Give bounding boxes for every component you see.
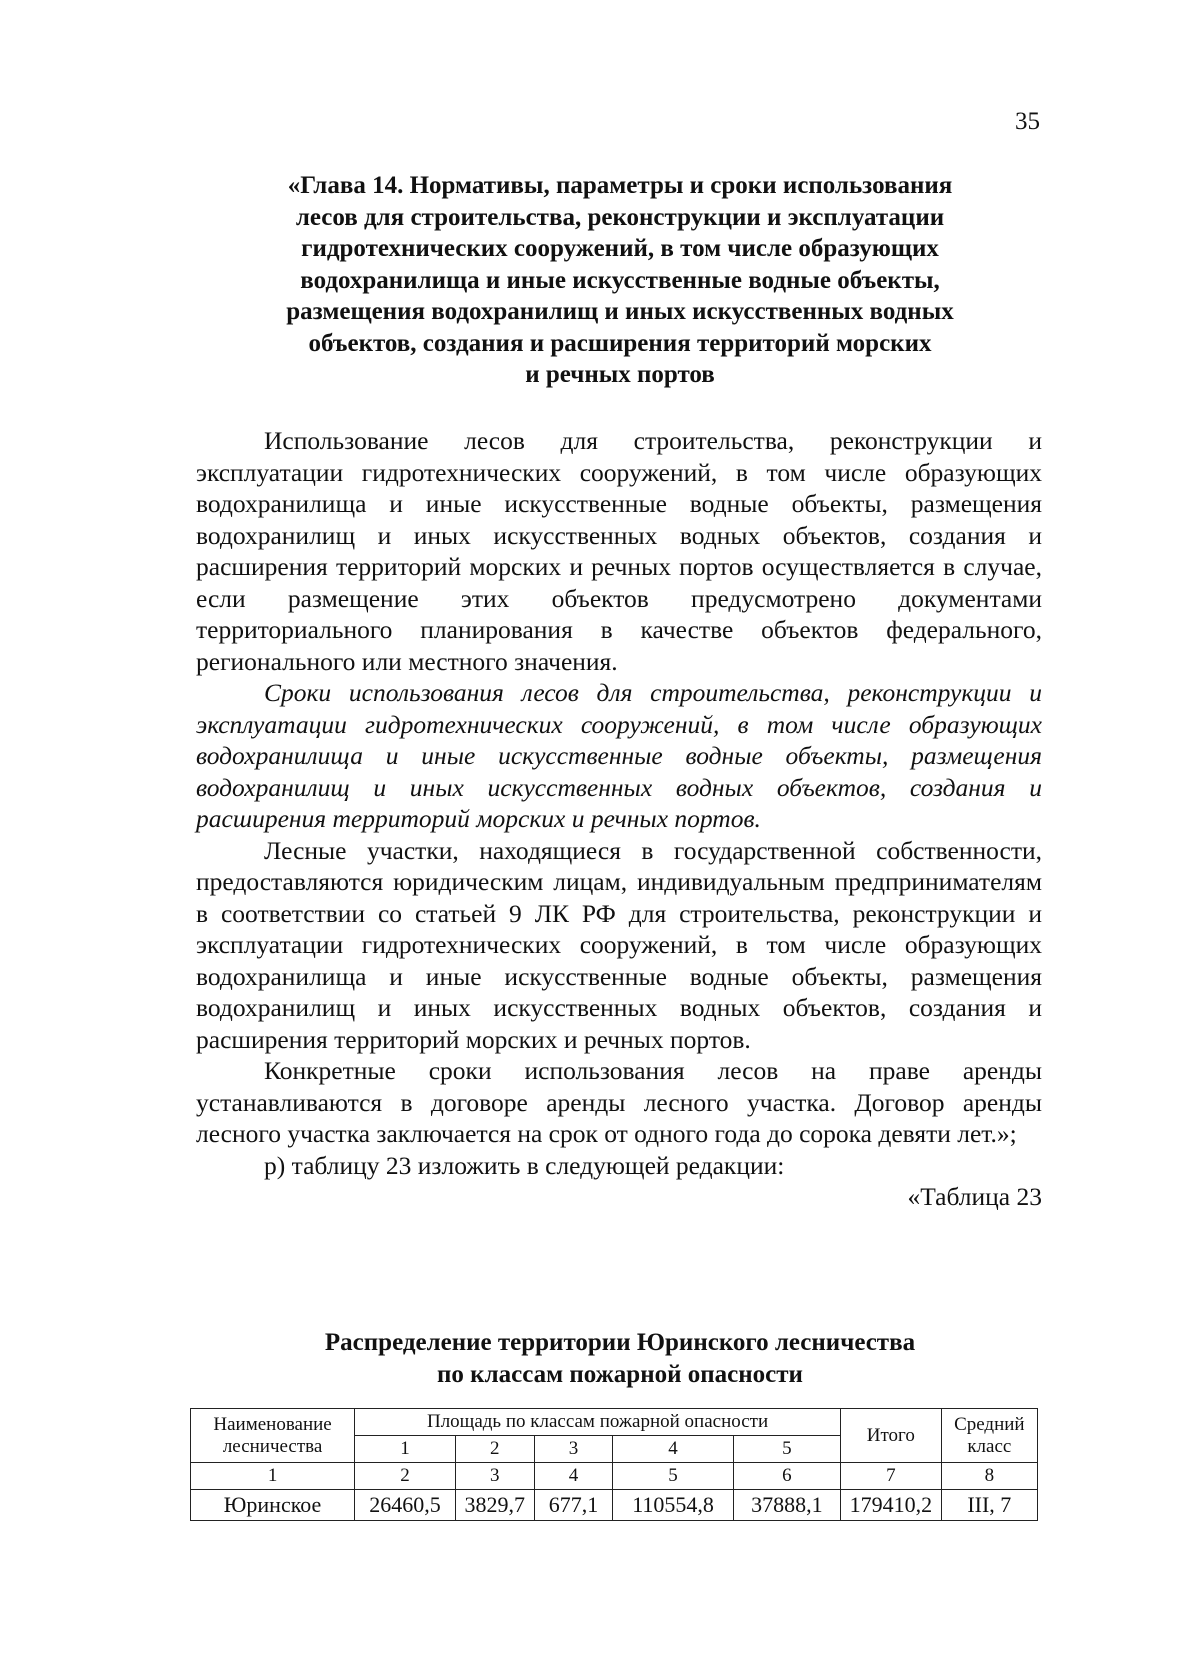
column-number: 3 <box>455 1463 534 1490</box>
header-name-line: Наименование <box>213 1413 332 1435</box>
chapter-title <box>190 170 1050 391</box>
header-class: 3 <box>534 1436 613 1463</box>
header-class: 1 <box>355 1436 456 1463</box>
table-cell: Юринское <box>191 1490 355 1521</box>
table-label: «Таблица 23 <box>907 1182 1042 1211</box>
paragraph: р) таблицу 23 изложить в следующей редакции: <box>264 1150 785 1180</box>
chapter-title-line: «Глава 14. Нормативы, параметры и сроки использования <box>287 172 953 199</box>
header-average-line: Средний <box>954 1413 1025 1435</box>
table-column-numbers-row <box>191 1463 1038 1490</box>
header-average-line: класс <box>967 1435 1012 1457</box>
column-number: 7 <box>840 1463 941 1490</box>
chapter-title-line: размещения водохранилищ и иных искусственных водных <box>286 298 954 325</box>
chapter-title-line: и речных портов <box>525 361 715 388</box>
table-cell: 26460,5 <box>355 1490 456 1521</box>
header-total: Итого <box>840 1409 941 1463</box>
header-class: 4 <box>613 1436 733 1463</box>
table-cell: 179410,2 <box>840 1490 941 1521</box>
table-title-line: Распределение территории Юринского лесничества <box>324 1329 916 1356</box>
header-average-class <box>941 1409 1037 1463</box>
chapter-title-line: водохранилища и иные искусственные водные объекты, <box>300 266 940 294</box>
table-title <box>190 1327 1050 1390</box>
paragraph: Использование лесов для строительства, реконструкции и эксплуатации гидротехнических сооружений, в том числе образующих водохранилища и иные искусственные водные объекты, размещения водохранилищ и иных искусственных водных объектов, создания и расширения территорий морских и речных портов осуществляется в случае, если размещение этих объектов предусмотрено документами территориального планирования в качестве объектов федерального, регионального или местного значения. <box>196 426 1042 676</box>
table-cell: 110554,8 <box>613 1490 733 1521</box>
header-area-group: Площадь по классам пожарной опасности <box>355 1409 841 1436</box>
paragraph-italic: Сроки использования лесов для строительства, реконструкции и эксплуатации гидротехнических сооружений, в том числе образующих водохранилища и иные искусственные водные объекты, размещения водохранилищ и иных искусственных водных объектов, создания и расширения территорий морских и речных портов. <box>196 678 1042 833</box>
chapter-title-line: гидротехнических сооружений, в том числе образующих <box>301 235 939 262</box>
body-text <box>196 425 1042 1213</box>
fire-class-table <box>190 1408 1038 1521</box>
table-cell: 677,1 <box>534 1490 613 1521</box>
table-cell: 37888,1 <box>733 1490 840 1521</box>
header-name-cell <box>191 1409 355 1463</box>
header-name-line: лесничества <box>222 1435 323 1457</box>
header-class: 5 <box>733 1436 840 1463</box>
column-number: 1 <box>191 1463 355 1490</box>
page-number: 35 <box>1015 108 1040 135</box>
column-number: 5 <box>613 1463 733 1490</box>
table-row <box>191 1490 1038 1521</box>
paragraph: Конкретные сроки использования лесов на праве аренды устанавливаются в договоре аренды лесного участка. Договор аренды лесного участка заключается на срок от одного года до сорока девяти лет.»; <box>196 1056 1042 1148</box>
column-number: 6 <box>733 1463 840 1490</box>
column-number: 2 <box>355 1463 456 1490</box>
paragraph: Лесные участки, находящиеся в государственной собственности, предоставляются юридическим лицам, индивидуальным предпринимателям в соответствии со статьей 9 ЛК РФ для строительства, реконструкции и эксплуатации гидротехнических сооружений, в том числе образующих водохранилища и иные искусственные водные объекты, размещения водохранилищ и иных искусственных водных объектов, создания и расширения территорий морских и речных портов. <box>196 835 1042 1054</box>
table-cell: 3829,7 <box>455 1490 534 1521</box>
column-number: 4 <box>534 1463 613 1490</box>
chapter-title-line: лесов для строительства, реконструкции и эксплуатации <box>295 203 945 231</box>
table-title-line: по классам пожарной опасности <box>437 1360 803 1388</box>
table-cell: III, 7 <box>941 1490 1037 1521</box>
chapter-title-line: объектов, создания и расширения территорий морских <box>308 329 932 357</box>
table-header-row <box>191 1409 1038 1436</box>
column-number: 8 <box>941 1463 1037 1490</box>
header-class: 2 <box>455 1436 534 1463</box>
